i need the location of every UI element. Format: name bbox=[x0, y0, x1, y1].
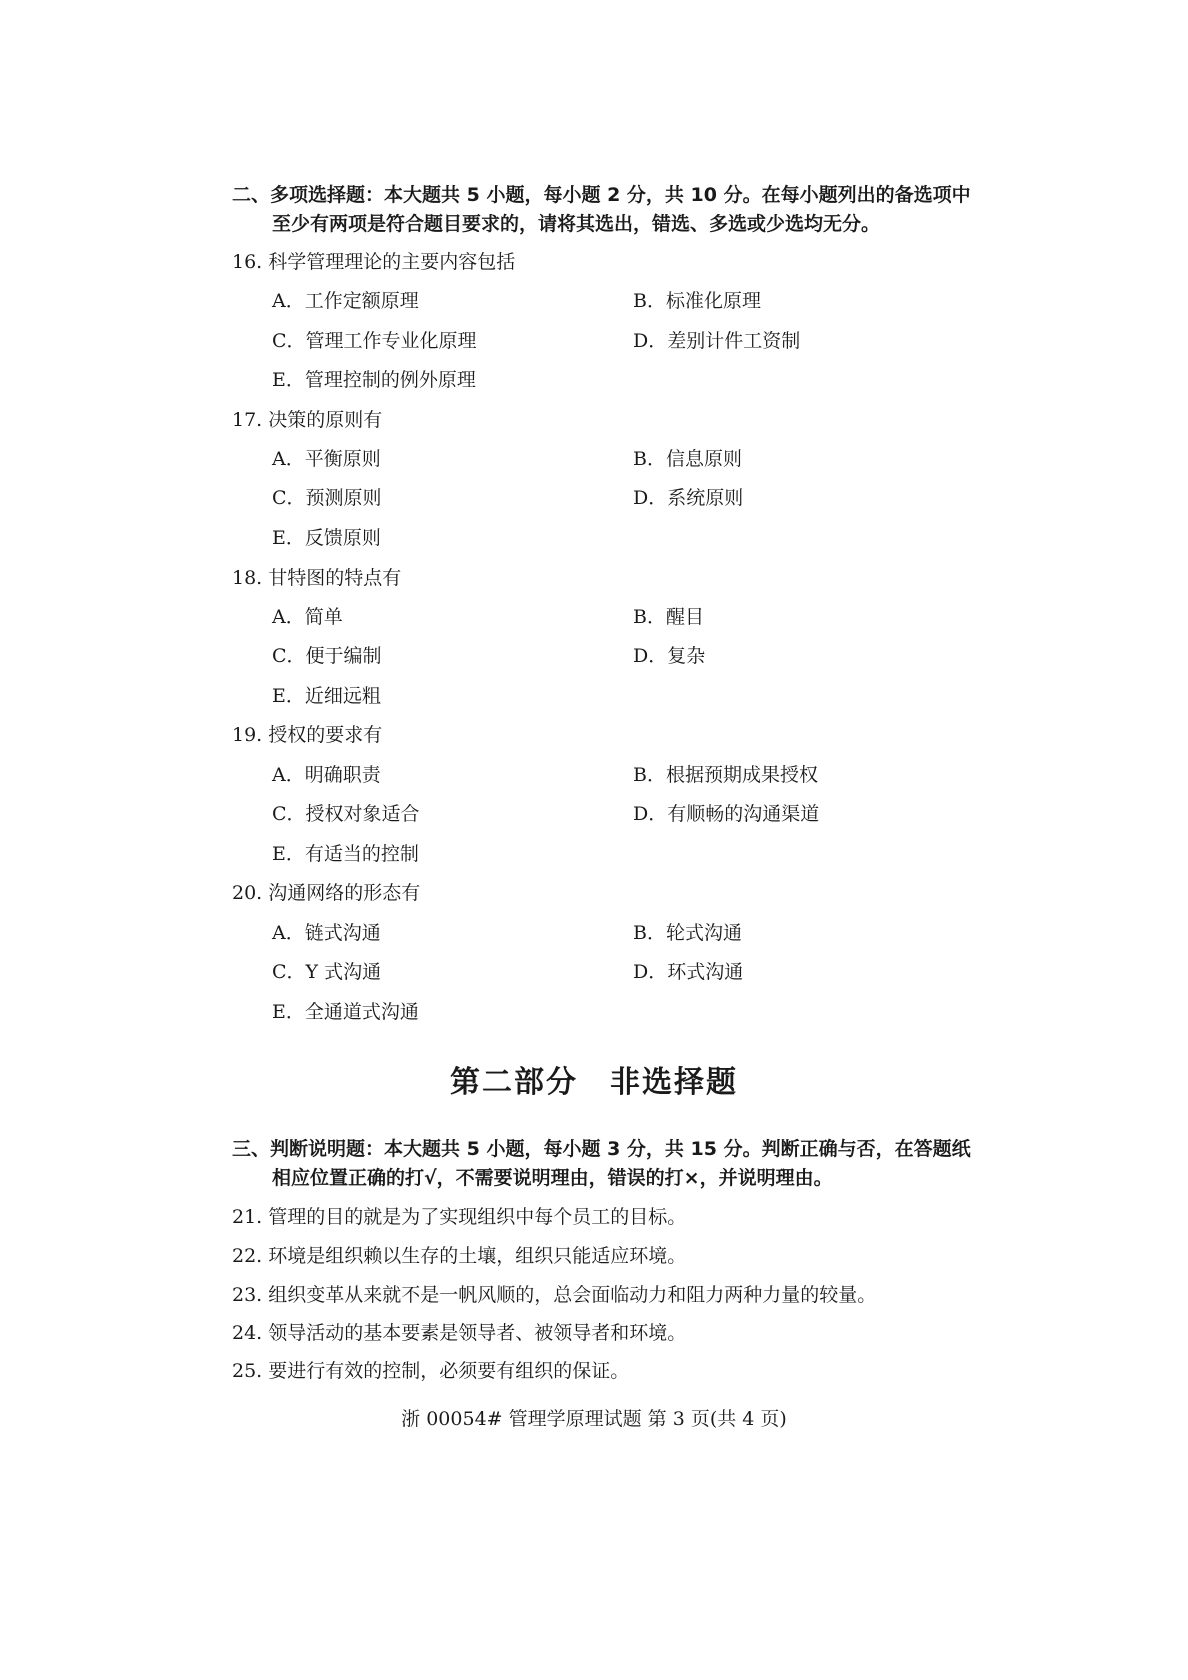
part2-title: 第二部分 非选择题 bbox=[450, 1065, 738, 1100]
section3-heading-line2: 相应位置正确的打√，不需要说明理由，错误的打×，并说明理由。 bbox=[272, 1167, 833, 1189]
question-17-option-d: D．系统原则 bbox=[633, 487, 744, 509]
question-18-option-a: A．简单 bbox=[272, 606, 343, 628]
question-18-option-e: E．近细远粗 bbox=[272, 685, 381, 707]
question-20-stem: 20. 沟通网络的形态有 bbox=[232, 882, 421, 904]
question-19-option-a: A．明确职责 bbox=[272, 764, 381, 786]
question-18-stem: 18. 甘特图的特点有 bbox=[232, 567, 402, 589]
question-23: 23. 组织变革从来就不是一帆风顺的，总会面临动力和阻力两种力量的较量。 bbox=[232, 1284, 877, 1306]
question-17-option-e: E．反馈原则 bbox=[272, 527, 381, 549]
question-17-stem: 17. 决策的原则有 bbox=[232, 409, 383, 431]
question-16-stem: 16. 科学管理理论的主要内容包括 bbox=[232, 251, 516, 273]
question-16-option-e: E．管理控制的例外原理 bbox=[272, 369, 476, 391]
section3-heading-line1: 三、判断说明题：本大题共 5 小题，每小题 3 分，共 15 分。判断正确与否，在答题纸 bbox=[232, 1138, 971, 1160]
page-footer: 浙 00054# 管理学原理试题 第 3 页(共 4 页) bbox=[401, 1408, 787, 1430]
question-19-option-e: E．有适当的控制 bbox=[272, 843, 419, 865]
question-20-option-d: D．环式沟通 bbox=[633, 961, 744, 983]
question-16-option-b: B．标准化原理 bbox=[633, 290, 761, 312]
section2-heading-line1: 二、多项选择题：本大题共 5 小题，每小题 2 分，共 10 分。在每小题列出的备选项中 bbox=[232, 184, 971, 206]
section2-heading-line2: 至少有两项是符合题目要求的，请将其选出，错选、多选或少选均无分。 bbox=[272, 213, 881, 235]
question-17-option-a: A．平衡原则 bbox=[272, 448, 381, 470]
question-17-option-b: B．信息原则 bbox=[633, 448, 742, 470]
question-20-option-b: B．轮式沟通 bbox=[633, 922, 742, 944]
question-20-option-a: A．链式沟通 bbox=[272, 922, 381, 944]
question-16-option-a: A．工作定额原理 bbox=[272, 290, 419, 312]
question-18-option-b: B．醒目 bbox=[633, 606, 704, 628]
question-19-option-d: D．有顺畅的沟通渠道 bbox=[633, 803, 820, 825]
question-17-option-c: C．预测原则 bbox=[272, 487, 382, 509]
question-20-option-e: E．全通道式沟通 bbox=[272, 1001, 419, 1023]
question-19-option-b: B．根据预期成果授权 bbox=[633, 764, 818, 786]
question-18-option-d: D．复杂 bbox=[633, 645, 706, 667]
question-16-option-d: D．差别计件工资制 bbox=[633, 330, 801, 352]
question-18-option-c: C．便于编制 bbox=[272, 645, 382, 667]
question-25: 25. 要进行有效的控制，必须要有组织的保证。 bbox=[232, 1360, 630, 1382]
question-19-option-c: C．授权对象适合 bbox=[272, 803, 420, 825]
question-20-option-c: C．Y 式沟通 bbox=[272, 961, 382, 983]
question-19-stem: 19. 授权的要求有 bbox=[232, 724, 383, 746]
question-16-option-c: C．管理工作专业化原理 bbox=[272, 330, 477, 352]
question-22: 22. 环境是组织赖以生存的土壤，组织只能适应环境。 bbox=[232, 1245, 687, 1267]
question-24: 24. 领导活动的基本要素是领导者、被领导者和环境。 bbox=[232, 1322, 687, 1344]
question-21: 21. 管理的目的就是为了实现组织中每个员工的目标。 bbox=[232, 1206, 687, 1228]
